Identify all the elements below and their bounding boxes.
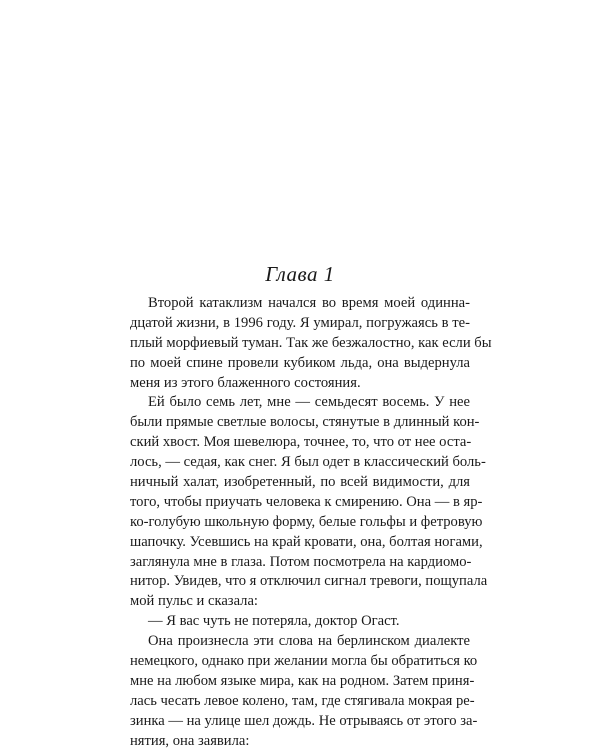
text-line: лась чесать левое колено, там, где стягивала мокрая ре-	[130, 692, 475, 709]
text-line: Ей было семь лет, мне — семьдесят восемь. У нее	[148, 394, 470, 411]
text-line: мой пульс и сказала:	[130, 593, 258, 610]
text-line: Второй катаклизм начался во время моей одинна-	[148, 295, 470, 311]
text-line: были прямые светлые волосы, стянутые в длинный кон-	[130, 414, 480, 431]
text-line: шапочку. Усевшись на край кровати, она, болтая ногами,	[130, 533, 483, 550]
text-line: дцатой жизни, в 1996 году. Я умирал, погружаясь в те-	[130, 314, 470, 331]
text-line: — Я вас чуть не потеряла, доктор Огаст.	[148, 613, 400, 630]
text-line: заглянула мне в глаза. Потом посмотрела на кардиомо-	[130, 553, 472, 570]
text-line: Она произнесла эти слова на берлинском диалекте	[148, 633, 470, 650]
text-line: меня из этого блаженного состояния.	[130, 374, 361, 391]
body-text	[130, 294, 492, 751]
text-line: по моей спине провели кубиком льда, она выдернула	[130, 354, 470, 371]
text-line: ничный халат, изобретенный, по всей видимости, для	[130, 474, 470, 491]
text-line: зинка — на улице шел дождь. Не отрываясь от этого за-	[130, 712, 478, 729]
chapter-title: Глава 1	[265, 262, 335, 286]
text-line: того, чтобы приучать человека к смирению. Она — в яр-	[130, 493, 483, 510]
text-line: нитор. Увидев, что я отключил сигнал тревоги, пощупала	[130, 573, 488, 590]
text-line: нятия, она заявила:	[130, 732, 250, 749]
text-line: мне на любом языке мира, как на родном. Затем приня-	[130, 672, 475, 689]
text-line: ко-голубую школьную форму, белые гольфы и фетровую	[130, 513, 483, 530]
text-line: немецкого, однако при желании могла бы обратиться ко	[130, 653, 478, 670]
text-line: ский хвост. Моя шевелюра, точнее, то, что от нее оста-	[130, 434, 472, 451]
text-line: лось, — седая, как снег. Я был одет в классический боль-	[130, 454, 486, 471]
text-line: плый морфиевый туман. Так же безжалостно, как если бы	[130, 334, 492, 351]
